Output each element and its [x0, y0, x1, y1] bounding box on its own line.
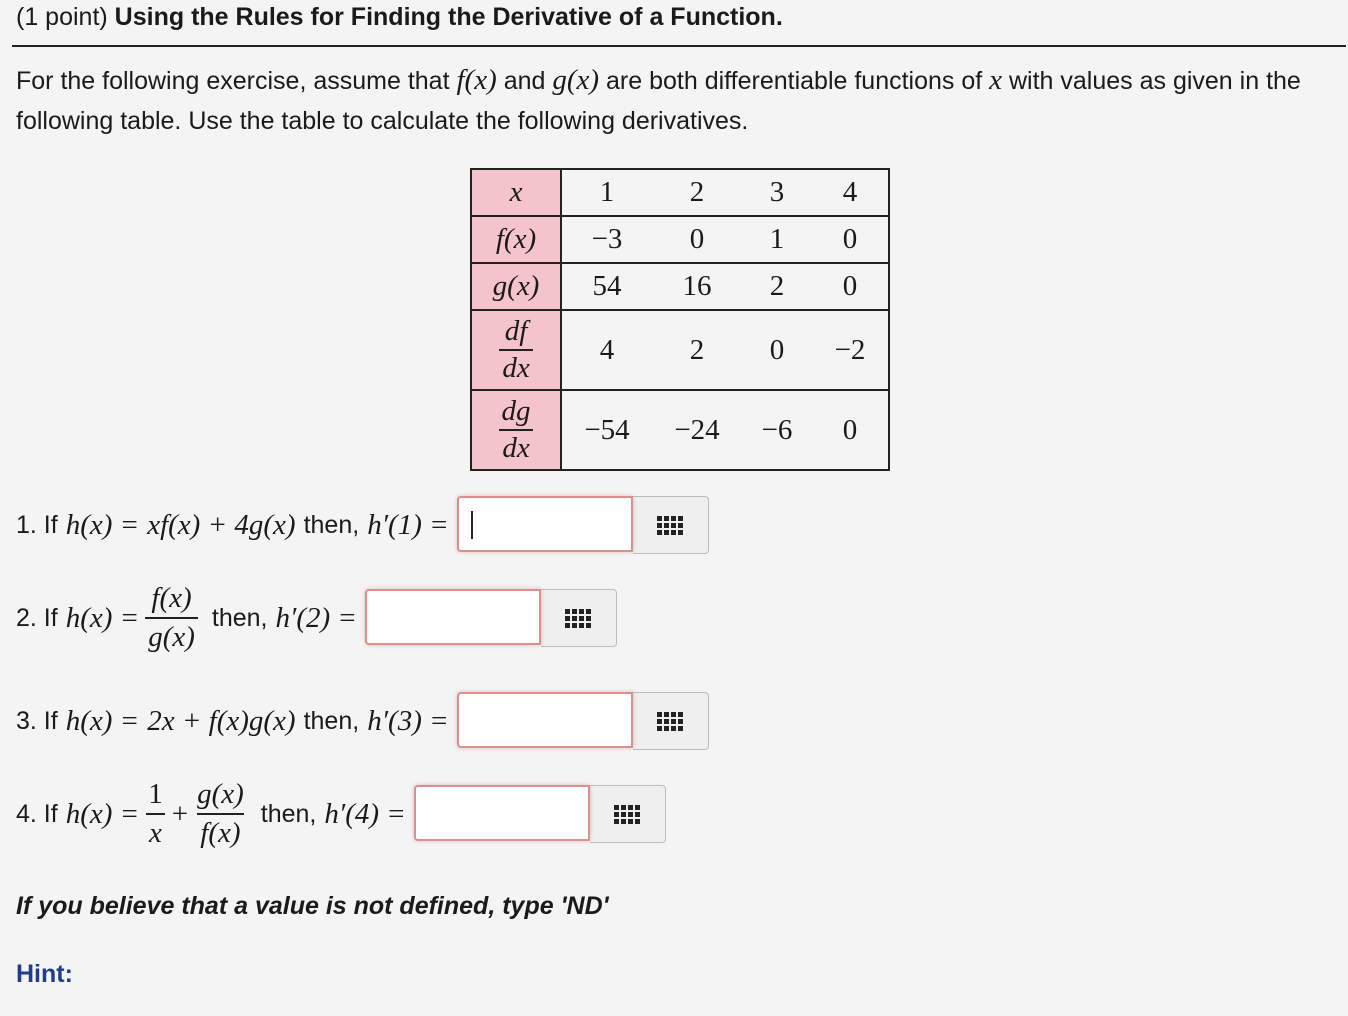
row-f-label: f(x)	[471, 216, 561, 263]
row-x-label: x	[471, 169, 561, 216]
q1-prefix: 1. If	[16, 510, 58, 539]
df-denominator: dx	[499, 349, 532, 383]
intro-f: f(x)	[456, 64, 497, 96]
q4-h: h(x) =	[65, 797, 140, 830]
df-dx-fraction	[499, 317, 532, 383]
row-df-label	[471, 310, 561, 390]
q2-hprime: h′(2) =	[275, 601, 357, 634]
q3-hprime: h′(3) =	[367, 704, 449, 737]
q1-equation-editor-button[interactable]	[633, 496, 709, 554]
q4-answer-input[interactable]	[414, 785, 590, 841]
equation-editor-icon	[657, 712, 683, 731]
q4-hprime: h′(4) =	[324, 797, 406, 830]
q2-then: then,	[211, 603, 268, 632]
question-4	[16, 778, 666, 851]
intro-and: and	[503, 67, 546, 95]
q3-h: h(x) =	[65, 704, 140, 737]
dg-dx-fraction	[499, 397, 534, 463]
nd-note: If you believe that a value is not defined, type 'ND'	[16, 892, 609, 920]
q2-prefix: 2. If	[16, 603, 58, 632]
cell: 3	[769, 176, 785, 208]
row-g	[471, 263, 889, 310]
q4-prefix: 4. If	[16, 799, 58, 828]
cell: 4	[599, 333, 615, 366]
cell: −54	[584, 413, 630, 446]
cell: 0	[689, 223, 705, 255]
cell: 54	[592, 270, 622, 302]
q4-denominator-2: f(x)	[197, 813, 243, 850]
q4-then: then,	[260, 799, 317, 828]
cell: 0	[812, 216, 889, 263]
cell: 0	[812, 263, 889, 310]
q4-equation-editor-button[interactable]	[590, 785, 666, 843]
cell: 1	[769, 223, 785, 255]
cell: 2	[689, 333, 705, 366]
question-2	[16, 582, 617, 655]
q4-plus: +	[171, 797, 189, 830]
q4-answer-group	[414, 785, 666, 843]
q2-equation-editor-button[interactable]	[541, 589, 617, 647]
q3-answer-input[interactable]	[457, 692, 633, 748]
cell: −6	[761, 413, 793, 446]
cell: 2	[689, 176, 705, 208]
intro-part2: are both differentiable functions of	[606, 67, 983, 95]
q1-expr: xf(x) + 4g(x)	[147, 508, 296, 541]
q1-hprime: h′(1) =	[367, 508, 449, 541]
intro-x: x	[989, 64, 1003, 96]
row-dg-label	[471, 390, 561, 470]
q4-numerator-2: g(x)	[197, 778, 244, 810]
cell: −2	[812, 310, 889, 390]
intro-text	[16, 60, 1336, 141]
problem-header	[16, 2, 783, 32]
cell: 0	[769, 333, 785, 366]
df-numerator: df	[504, 315, 528, 347]
values-table	[470, 168, 890, 471]
q2-h: h(x) =	[65, 601, 140, 634]
q4-numerator-1: 1	[148, 778, 163, 810]
row-df	[471, 310, 889, 390]
dg-numerator: dg	[501, 395, 531, 427]
question-1	[16, 496, 709, 554]
q3-equation-editor-button[interactable]	[633, 692, 709, 750]
cell: 2	[769, 270, 785, 302]
q4-fraction-2	[194, 778, 247, 851]
row-f	[471, 216, 889, 263]
q3-expr: 2x + f(x)g(x)	[147, 704, 296, 737]
q1-then: then,	[303, 510, 360, 539]
row-dg	[471, 390, 889, 470]
intro-part3: with values as given in the following table. Use the table to calculate the following derivatives.	[16, 67, 1301, 135]
cell: −24	[674, 413, 720, 446]
q1-answer-input[interactable]	[457, 496, 633, 552]
q1-h: h(x) =	[65, 508, 140, 541]
q4-fraction-1	[145, 778, 166, 851]
q2-numerator: f(x)	[151, 582, 192, 614]
q3-answer-group	[457, 692, 709, 750]
row-g-label: g(x)	[471, 263, 561, 310]
q3-prefix: 3. If	[16, 706, 58, 735]
q1-answer-group	[457, 496, 709, 554]
q3-then: then,	[303, 706, 360, 735]
cell: 1	[599, 176, 615, 208]
q2-answer-input[interactable]	[365, 589, 541, 645]
q2-denominator: g(x)	[145, 617, 198, 654]
question-3	[16, 692, 709, 750]
equation-editor-icon	[614, 805, 640, 824]
intro-g: g(x)	[552, 64, 600, 96]
text-caret	[471, 511, 473, 539]
q2-answer-group	[365, 589, 617, 647]
problem-title: Using the Rules for Finding the Derivative of a Function.	[114, 3, 783, 31]
cell: 4	[812, 169, 889, 216]
intro-part1: For the following exercise, assume that	[16, 67, 450, 95]
points-label: (1 point)	[16, 3, 108, 31]
dg-denominator: dx	[499, 429, 532, 463]
cell: 16	[682, 270, 712, 302]
header-divider	[12, 45, 1346, 47]
row-x	[471, 169, 889, 216]
hint-link[interactable]: Hint:	[16, 960, 73, 988]
cell: −3	[591, 223, 623, 255]
q2-fraction	[145, 582, 198, 655]
equation-editor-icon	[565, 609, 591, 628]
cell: 0	[812, 390, 889, 470]
q4-denominator-1: x	[146, 813, 165, 850]
equation-editor-icon	[657, 516, 683, 535]
